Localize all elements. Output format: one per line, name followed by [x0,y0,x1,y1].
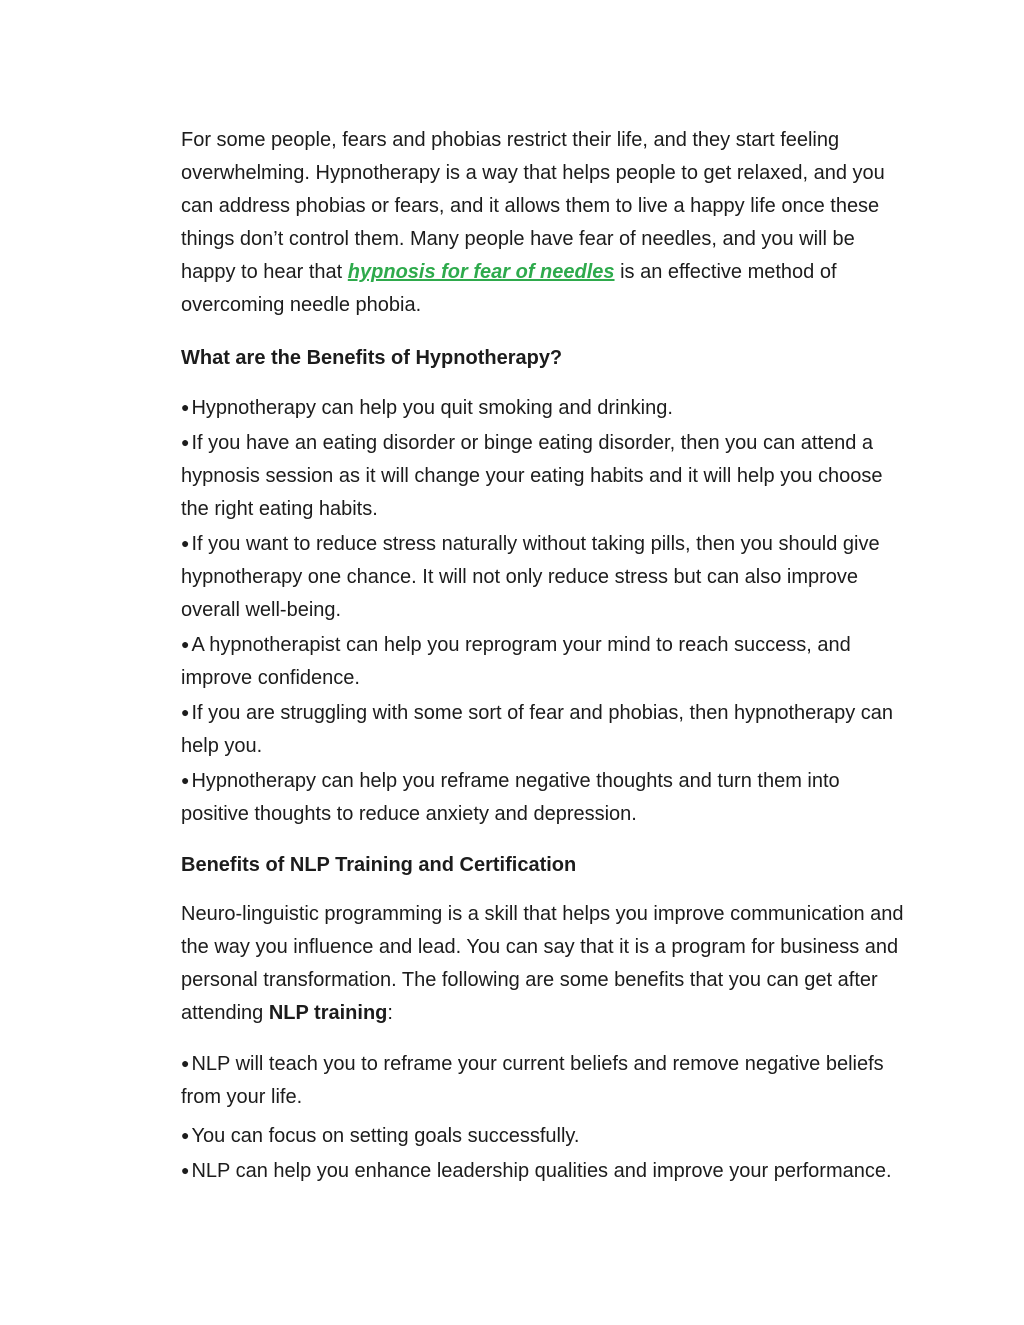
bullet-icon: ● [181,1055,190,1071]
list-item [181,1047,911,1114]
nlp-heading: Benefits of NLP Training and Certification [181,854,577,876]
list-item [181,527,911,627]
bullet-icon: ● [181,772,190,788]
list-item [181,391,911,425]
list-item-text: If you are struggling with some sort of fear and phobias, then hypnotherapy can help you. [181,702,894,757]
nlp-training-bold: NLP training [268,1002,388,1024]
list-item [181,696,911,763]
list-item-text: If you want to reduce stress naturally without taking pills, then you should give hypnotherapy one chance. It will not only reduce stress but can also improve overall well-being. [181,533,880,621]
hypnotherapy-benefits-list [181,391,911,831]
list-item [181,1154,911,1188]
intro-text-before-link: For some people, fears and phobias restrict their life, and they start feeling overwhelming. Hypnotherapy is a way that helps people to get relaxed, and you can address phobias or fears, and it allows them to live a happy life once these things don’t control them. Many people have fear of needles, and you will be happy to hear that [181,129,885,283]
document-page [181,124,911,1206]
nlp-intro-colon: : [387,1002,393,1024]
list-item [181,628,911,695]
list-item [181,426,911,526]
bullet-icon: ● [181,1162,190,1178]
bullet-icon: ● [181,399,190,415]
bullet-icon: ● [181,1127,190,1143]
list-item-text: Hypnotherapy can help you reframe negative thoughts and turn them into positive thoughts to reduce anxiety and depression. [181,770,840,825]
list-item-text: NLP can help you enhance leadership qualities and improve your performance. [191,1160,892,1182]
nlp-intro-text: Neuro-linguistic programming is a skill that helps you improve communication and the way you influence and lead. You can say that it is a program for business and personal transformation. The following are some benefits that you can get after attending [181,903,904,1024]
intro-text-after-link: is an effective method of overcoming needle phobia. [181,261,837,316]
fear-of-needles-link[interactable]: hypnosis for fear of needles [347,261,615,283]
nlp-intro-paragraph [181,898,911,1030]
list-item-text: If you have an eating disorder or binge eating disorder, then you can attend a hypnosis session as it will change your eating habits and it will help you choose the right eating habits. [181,432,883,520]
list-item [181,1119,911,1153]
list-item-text: A hypnotherapist can help you reprogram your mind to reach success, and improve confidence. [181,634,851,689]
list-item [181,764,911,831]
nlp-benefits-list [181,1047,911,1188]
list-item-text: Hypnotherapy can help you quit smoking and drinking. [191,397,673,419]
bullet-icon: ● [181,704,190,720]
hypnotherapy-heading: What are the Benefits of Hypnotherapy? [181,347,563,369]
intro-paragraph [181,124,911,322]
list-item-text: You can focus on setting goals successfully. [191,1125,580,1147]
list-item-text: NLP will teach you to reframe your current beliefs and remove negative beliefs from your life. [181,1053,884,1108]
bullet-icon: ● [181,535,190,551]
bullet-icon: ● [181,434,190,450]
bullet-icon: ● [181,636,190,652]
